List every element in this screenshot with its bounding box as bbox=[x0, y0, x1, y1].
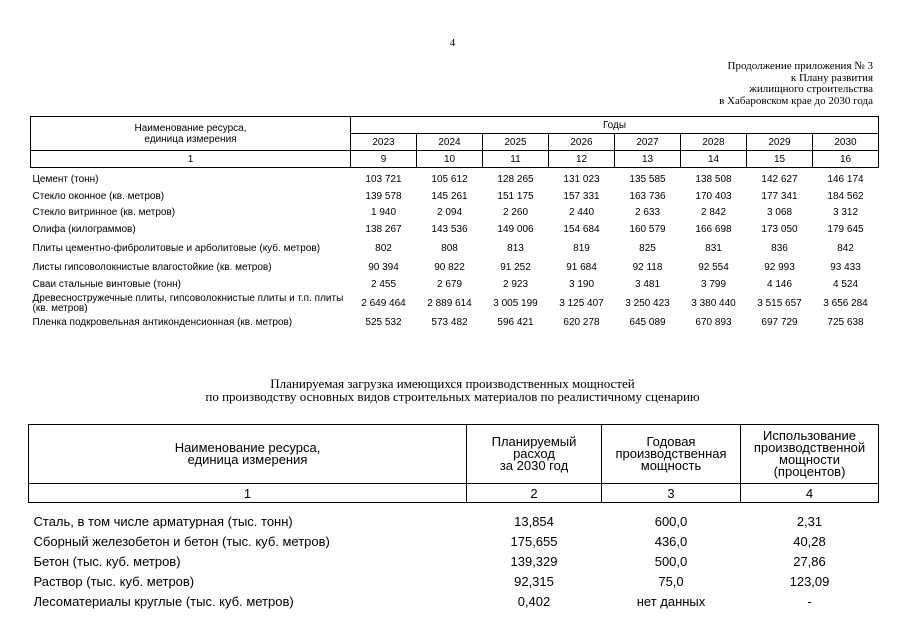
resource-name: Плиты цементно-фибролитовые и арболитовые (куб. метров) bbox=[32, 243, 321, 254]
year-header: 2023 bbox=[351, 134, 417, 151]
value-cell: 143 536 bbox=[431, 223, 468, 235]
column-number-row bbox=[29, 484, 879, 503]
value-cell: 3 481 bbox=[634, 278, 661, 290]
section-title-line: Планируемая загрузка имеющихся производственных мощностей bbox=[270, 376, 635, 391]
capacity-column-header bbox=[602, 425, 741, 484]
resource-name: Бетон (тыс. куб. метров) bbox=[33, 553, 181, 569]
value-cell: 91 252 bbox=[500, 262, 531, 274]
section-title-line: по производству основных видов строительных материалов по реалистичному сценарию bbox=[205, 389, 700, 404]
resource-name: Древесностружечные плиты, гипсоволокнистые плиты и т.п. плиты (кв. метров) bbox=[32, 293, 344, 314]
value-cell: 2 455 bbox=[370, 278, 397, 290]
name-column-header bbox=[31, 117, 351, 151]
value-cell: 3 005 199 bbox=[493, 298, 538, 309]
table-row bbox=[31, 205, 879, 222]
value-cell: 179 645 bbox=[827, 223, 864, 235]
resource-name: Сваи стальные винтовые (тонн) bbox=[32, 278, 181, 290]
value-cell: 92 554 bbox=[698, 262, 729, 274]
usage-cell: 27,86 bbox=[793, 553, 826, 569]
value-cell: 4 146 bbox=[766, 278, 793, 290]
resource-name: Стекло оконное (кв. метров) bbox=[32, 190, 165, 202]
value-cell: 2 889 614 bbox=[427, 298, 472, 309]
appendix-note-line: в Хабаровском крае до 2030 года bbox=[719, 94, 873, 107]
value-cell: 645 089 bbox=[629, 317, 666, 329]
planned-cell: 175,655 bbox=[510, 533, 558, 549]
year-header: 2029 bbox=[747, 134, 813, 151]
column-number: 15 bbox=[747, 151, 813, 168]
header-line: Использование bbox=[763, 428, 856, 443]
section-title bbox=[0, 377, 905, 403]
value-cell: 184 562 bbox=[827, 190, 864, 202]
value-cell: 3 656 284 bbox=[823, 298, 868, 309]
header-line: единица измерения bbox=[187, 452, 308, 467]
resource-name: Раствор (тыс. куб. метров) bbox=[33, 573, 195, 589]
usage-cell: - bbox=[807, 593, 812, 609]
value-cell: 620 278 bbox=[563, 317, 600, 329]
year-header: 2030 bbox=[813, 134, 879, 151]
table-row bbox=[31, 293, 879, 315]
value-cell: 154 684 bbox=[563, 223, 600, 235]
header-line: производственной bbox=[753, 440, 866, 455]
value-cell: 670 893 bbox=[695, 317, 732, 329]
planned-cell: 0,402 bbox=[517, 593, 551, 609]
name-column-header bbox=[29, 425, 467, 484]
resource-name: Сталь, в том числе арматурная (тыс. тонн) bbox=[33, 513, 293, 529]
resource-name: Цемент (тонн) bbox=[32, 174, 99, 186]
header-line: (процентов) bbox=[773, 464, 846, 479]
header-line: мощности bbox=[779, 452, 840, 467]
value-cell: 145 261 bbox=[431, 190, 468, 202]
value-cell: 151 175 bbox=[497, 190, 534, 202]
table-row bbox=[29, 511, 879, 531]
resource-name: Лесоматериалы круглые (тыс. куб. метров) bbox=[33, 593, 294, 609]
resource-name: Олифа (килограммов) bbox=[32, 223, 136, 235]
table-row bbox=[31, 277, 879, 294]
value-cell: 90 394 bbox=[368, 262, 399, 274]
value-cell: 157 331 bbox=[563, 190, 600, 202]
table-row bbox=[29, 531, 879, 551]
value-cell: 163 736 bbox=[629, 190, 666, 202]
year-header: 2024 bbox=[417, 134, 483, 151]
table-row bbox=[29, 591, 879, 611]
resource-name: Сборный железобетон и бетон (тыс. куб. метров) bbox=[33, 533, 330, 549]
column-number-row bbox=[31, 151, 879, 168]
year-header: 2027 bbox=[615, 134, 681, 151]
value-cell: 139 578 bbox=[365, 190, 402, 202]
value-cell: 808 bbox=[441, 243, 458, 254]
value-cell: 149 006 bbox=[497, 223, 534, 235]
column-number: 14 bbox=[681, 151, 747, 168]
header-line: мощность bbox=[640, 458, 702, 473]
value-cell: 92 118 bbox=[632, 262, 663, 274]
value-cell: 2 679 bbox=[436, 278, 463, 290]
table-row bbox=[31, 189, 879, 206]
value-cell: 3 799 bbox=[700, 278, 727, 290]
value-cell: 802 bbox=[375, 243, 392, 254]
column-number: 9 bbox=[351, 151, 417, 168]
value-cell: 2 923 bbox=[502, 278, 529, 290]
value-cell: 525 532 bbox=[365, 317, 402, 329]
value-cell: 836 bbox=[771, 243, 788, 254]
value-cell: 138 267 bbox=[365, 223, 402, 235]
value-cell: 90 822 bbox=[434, 262, 465, 274]
table-row bbox=[31, 222, 879, 239]
table-row bbox=[31, 172, 879, 189]
value-cell: 131 023 bbox=[563, 174, 600, 186]
value-cell: 3 515 657 bbox=[757, 298, 802, 309]
table-row bbox=[29, 551, 879, 571]
column-number: 2 bbox=[467, 484, 602, 503]
header-line: Планируемый bbox=[491, 434, 577, 449]
value-cell: 128 265 bbox=[497, 174, 534, 186]
column-number: 4 bbox=[741, 484, 879, 503]
value-cell: 146 174 bbox=[827, 174, 864, 186]
usage-cell: 40,28 bbox=[793, 533, 826, 549]
planned-cell: 92,315 bbox=[514, 573, 554, 589]
value-cell: 3 125 407 bbox=[559, 298, 604, 309]
appendix-note-line: к Плану развития bbox=[790, 71, 873, 84]
appendix-note-line: Продолжение приложения № 3 bbox=[727, 60, 873, 72]
value-cell: 2 094 bbox=[436, 207, 463, 219]
header-line: производственная bbox=[615, 446, 727, 461]
value-cell: 819 bbox=[573, 243, 590, 254]
value-cell: 3 250 423 bbox=[625, 298, 670, 309]
year-header: 2025 bbox=[483, 134, 549, 151]
value-cell: 2 842 bbox=[700, 207, 727, 219]
years-group-header: Годы bbox=[351, 117, 879, 134]
value-cell: 91 684 bbox=[566, 262, 597, 274]
name-header-line: единица измерения bbox=[144, 133, 237, 145]
value-cell: 93 433 bbox=[830, 262, 861, 274]
column-number: 10 bbox=[417, 151, 483, 168]
capacity-cell: нет данных bbox=[636, 593, 706, 609]
capacity-cell: 500,0 bbox=[654, 553, 688, 569]
value-cell: 725 638 bbox=[827, 317, 864, 329]
value-cell: 4 524 bbox=[832, 278, 859, 290]
planned-cell: 139,329 bbox=[510, 553, 558, 569]
value-cell: 2 649 464 bbox=[361, 298, 406, 309]
header-line: Годовая bbox=[646, 434, 696, 449]
usage-cell: 123,09 bbox=[789, 573, 830, 589]
header-line: расход bbox=[513, 446, 555, 461]
year-header: 2028 bbox=[681, 134, 747, 151]
resource-name: Пленка подкровельная антиконденсионная (кв. метров) bbox=[32, 317, 293, 329]
value-cell: 142 627 bbox=[761, 174, 798, 186]
value-cell: 3 068 bbox=[766, 207, 793, 219]
value-cell: 697 729 bbox=[761, 317, 798, 329]
value-cell: 2 440 bbox=[568, 207, 595, 219]
capacity-cell: 436,0 bbox=[654, 533, 688, 549]
capacity-usage-table bbox=[28, 424, 879, 611]
column-number: 1 bbox=[31, 151, 351, 168]
resource-name: Листы гипсоволокнистые влагостойкие (кв. метров) bbox=[32, 262, 272, 274]
column-number: 16 bbox=[813, 151, 879, 168]
value-cell: 2 633 bbox=[634, 207, 661, 219]
usage-cell: 2,31 bbox=[796, 513, 823, 529]
header-line: за 2030 год bbox=[499, 458, 569, 473]
value-cell: 3 380 440 bbox=[691, 298, 736, 309]
value-cell: 170 403 bbox=[695, 190, 732, 202]
planned-cell: 13,854 bbox=[514, 513, 554, 529]
value-cell: 825 bbox=[639, 243, 656, 254]
column-number: 12 bbox=[549, 151, 615, 168]
value-cell: 177 341 bbox=[761, 190, 798, 202]
resource-name: Стекло витринное (кв. метров) bbox=[32, 207, 176, 219]
table-row bbox=[31, 315, 879, 332]
column-number: 3 bbox=[602, 484, 741, 503]
resource-demand-table bbox=[30, 116, 879, 332]
usage-column-header bbox=[741, 425, 879, 484]
value-cell: 160 579 bbox=[629, 223, 666, 235]
year-header: 2026 bbox=[549, 134, 615, 151]
appendix-note bbox=[719, 61, 873, 107]
value-cell: 92 993 bbox=[764, 262, 795, 274]
value-cell: 135 585 bbox=[629, 174, 666, 186]
value-cell: 573 482 bbox=[431, 317, 468, 329]
value-cell: 3 312 bbox=[832, 207, 859, 219]
header-line: Наименование ресурса, bbox=[174, 440, 321, 455]
value-cell: 2 260 bbox=[502, 207, 529, 219]
value-cell: 842 bbox=[837, 243, 854, 254]
value-cell: 1 940 bbox=[370, 207, 397, 219]
value-cell: 138 508 bbox=[695, 174, 732, 186]
table-row bbox=[31, 260, 879, 277]
value-cell: 173 050 bbox=[761, 223, 798, 235]
value-cell: 166 698 bbox=[695, 223, 732, 235]
table-row bbox=[29, 571, 879, 591]
capacity-cell: 75,0 bbox=[658, 573, 684, 589]
value-cell: 3 190 bbox=[568, 278, 595, 290]
value-cell: 831 bbox=[705, 243, 722, 254]
value-cell: 103 721 bbox=[365, 174, 402, 186]
name-header-line: Наименование ресурса, bbox=[134, 122, 247, 134]
planned-column-header bbox=[467, 425, 602, 484]
value-cell: 105 612 bbox=[431, 174, 468, 186]
appendix-note-line: жилищного строительства bbox=[749, 83, 873, 95]
column-number: 11 bbox=[483, 151, 549, 168]
table-row bbox=[31, 238, 879, 260]
column-number: 1 bbox=[29, 484, 467, 503]
value-cell: 813 bbox=[507, 243, 524, 254]
capacity-cell: 600,0 bbox=[654, 513, 688, 529]
column-number: 13 bbox=[615, 151, 681, 168]
value-cell: 596 421 bbox=[497, 317, 534, 329]
page-number: 4 bbox=[449, 37, 456, 49]
